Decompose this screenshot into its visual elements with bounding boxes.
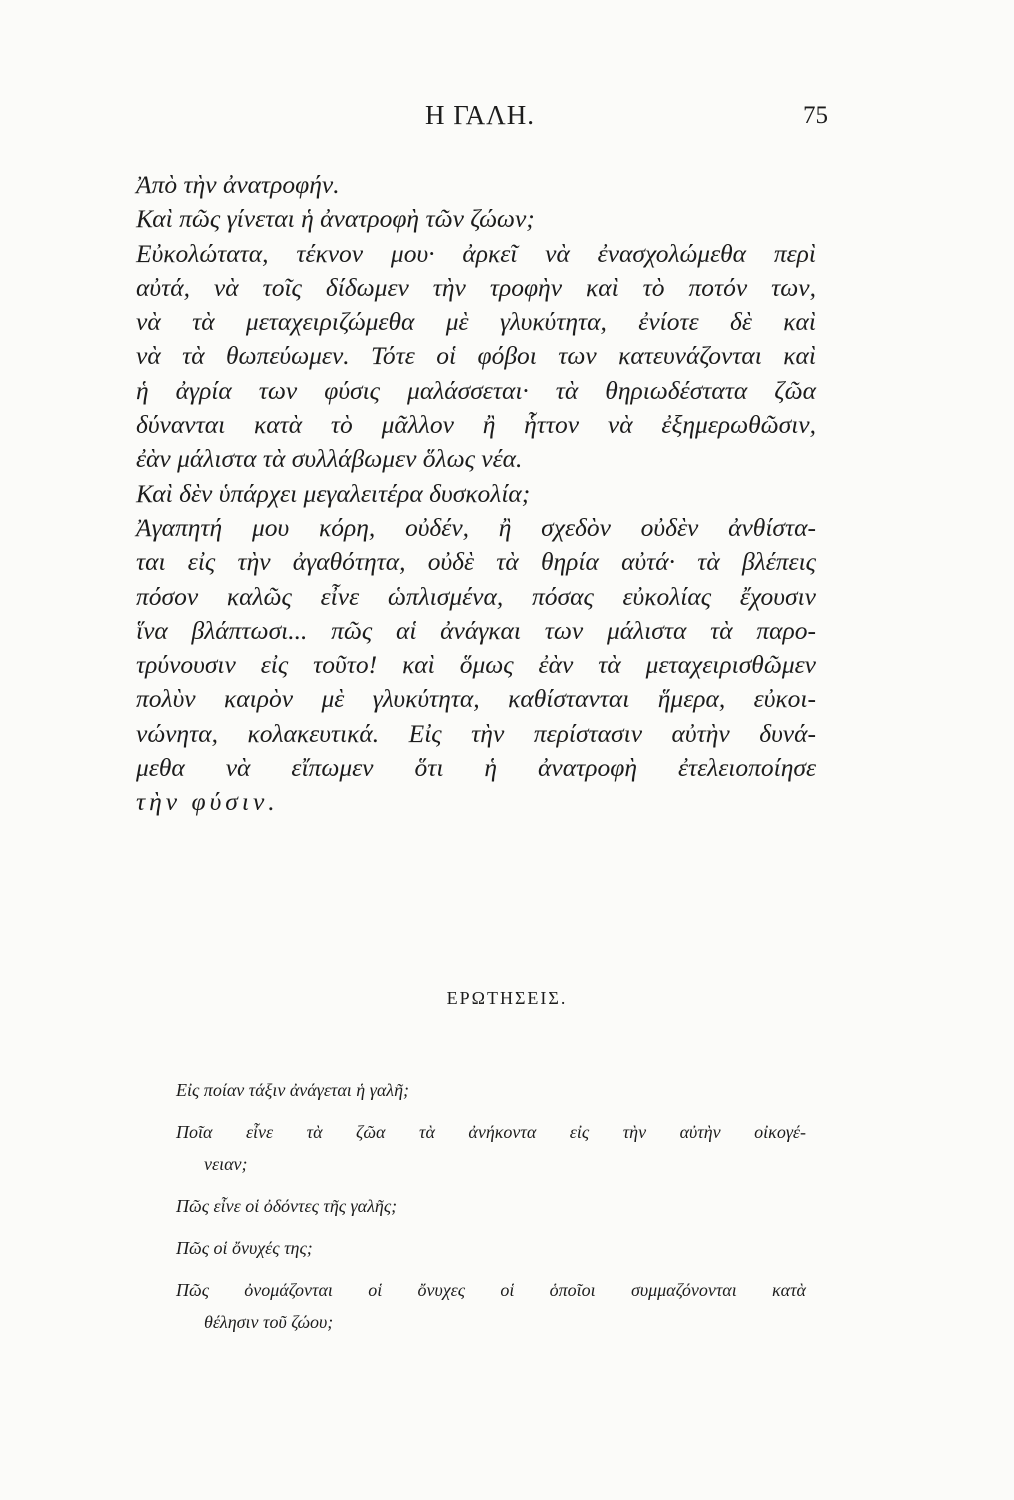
text-line: τρύνουσιν εἰς τοῦτο! καὶ ὅμως ἐὰν τὰ μεταχειρισθῶμεν (136, 650, 816, 680)
text-line: ἡ ἀγρία των φύσις μαλάσσεται· τὰ θηριωδέστατα ζῶα (136, 375, 816, 405)
question-item: Πῶς οἱ ὄνυχές της; (176, 1238, 313, 1258)
text-line: πόσον καλῶς εἶνε ὡπλισμένα, πόσας εὐκολίας ἔχουσιν (136, 581, 816, 611)
running-title: Η ΓΑΛΗ. (424, 100, 535, 130)
text-line: πολὺν καιρὸν μὲ γλυκύτητα, καθίστανται ἥμερα, εὐκοι- (136, 684, 816, 714)
question-item: Εἰς ποίαν τάξιν ἀνάγεται ἡ γαλῆ; (176, 1080, 409, 1100)
text-line: νὰ τὰ θωπεύωμεν. Τότε οἱ φόβοι των κατευνάζονται καὶ (136, 341, 816, 371)
body-text (136, 168, 816, 820)
question-continuation: νειαν; (204, 1154, 248, 1174)
text-line: ται εἰς τὴν ἀγαθότητα, οὐδὲ τὰ θηρία αὐτά· τὰ βλέπεις (136, 547, 816, 577)
section-heading: ΕΡΩΤΗΣΕΙΣ. (446, 988, 568, 1008)
text-line: Καὶ πῶς γίνεται ἡ ἀνατροφὴ τῶν ζώων; (136, 204, 535, 234)
page-header (160, 100, 828, 140)
text-line: αὐτά, νὰ τοῖς δίδωμεν τὴν τροφὴν καὶ τὸ ποτόν των, (136, 272, 816, 302)
questions-list (176, 1076, 806, 1350)
text-line: νώνητα, κολακευτικά. Εἰς τὴν περίστασιν αὐτὴν δυνά- (136, 718, 816, 748)
text-line: Ἀπὸ τὴν ἀνατροφήν. (136, 170, 340, 199)
text-line: Καὶ δὲν ὑπάρχει μεγαλειτέρα δυσκολία; (136, 478, 531, 508)
question-continuation: θέλησιν τοῦ ζώου; (204, 1312, 334, 1332)
text-line: ἵνα βλάπτωσι... πῶς αἱ ἀνάγκαι των μάλιστα τὰ παρο- (136, 615, 816, 645)
question-item: Πῶς ὀνομάζονται οἱ ὄνυχες οἱ ὁποῖοι συμμαζόνονται κατὰ (176, 1280, 806, 1300)
question-item: Πῶς εἶνε οἱ ὀδόντες τῆς γαλῆς; (176, 1196, 398, 1216)
question-item: Ποῖα εἶνε τὰ ζῶα τὰ ἀνήκοντα εἰς τὴν αὐτὴν οἰκογέ- (176, 1122, 806, 1142)
text-line: Ἀγαπητή μου κόρη, οὐδέν, ἢ σχεδὸν οὐδὲν ἀνθίστα- (136, 512, 816, 542)
text-line: δύνανται κατὰ τὸ μᾶλλον ἢ ἧττον νὰ ἐξημερωθῶσιν, (136, 410, 816, 440)
text-line: ἐὰν μάλιστα τὰ συλλάβωμεν ὅλως νέα. (136, 444, 523, 474)
text-line: μεθα νὰ εἴπωμεν ὅτι ἡ ἀνατροφὴ ἐτελειοποίησε (136, 753, 816, 783)
page-number: 75 (803, 102, 828, 129)
text-line: Εὐκολώτατα, τέκνον μου· ἀρκεῖ νὰ ἐνασχολώμεθα περὶ (136, 238, 816, 268)
text-line: νὰ τὰ μεταχειριζώμεθα μὲ γλυκύτητα, ἐνίοτε δὲ καὶ (136, 307, 816, 337)
text-line: τὴν φύσιν. (136, 787, 279, 817)
